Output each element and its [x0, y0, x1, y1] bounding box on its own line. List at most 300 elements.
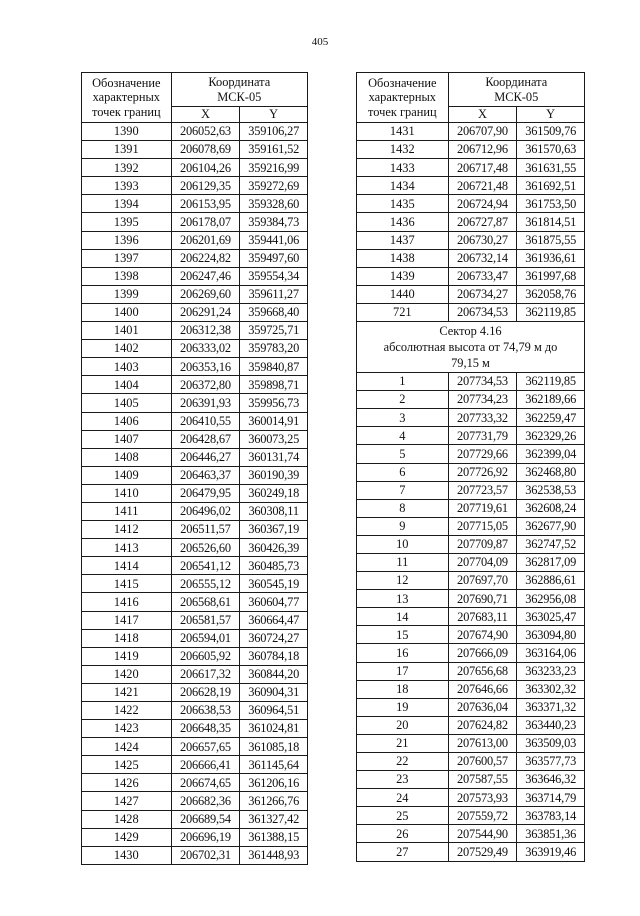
table-row [82, 267, 308, 285]
x-coordinate-cell: 206707,90 [448, 123, 517, 141]
x-coordinate-cell: 206353,16 [171, 358, 240, 376]
table-row [82, 828, 308, 846]
x-coordinate-cell: 207666,09 [448, 644, 517, 662]
x-coordinate-cell: 206702,31 [171, 846, 240, 864]
header-x: X [448, 107, 517, 123]
table-row [357, 285, 585, 303]
x-coordinate-cell: 207715,05 [448, 517, 517, 535]
x-coordinate-cell: 206247,46 [171, 267, 240, 285]
table-row [82, 647, 308, 665]
x-coordinate-cell: 206712,96 [448, 141, 517, 159]
table-row [357, 753, 585, 771]
table-row [357, 499, 585, 517]
y-coordinate-cell: 360964,51 [240, 702, 308, 720]
x-coordinate-cell: 206657,65 [171, 738, 240, 756]
x-coordinate-cell: 207726,92 [448, 463, 517, 481]
x-coordinate-cell: 207690,71 [448, 590, 517, 608]
y-coordinate-cell: 359106,27 [240, 123, 308, 141]
table-row [357, 303, 585, 321]
header-coordinate: Координата МСК-05 [448, 73, 584, 107]
x-coordinate-cell: 206727,87 [448, 213, 517, 231]
header-x: X [171, 107, 240, 123]
y-coordinate-cell: 360131,74 [240, 448, 308, 466]
x-coordinate-cell: 207613,00 [448, 734, 517, 752]
table-row [357, 159, 585, 177]
table-row [357, 553, 585, 571]
point-id-cell: 1403 [82, 358, 172, 376]
x-coordinate-cell: 206078,69 [171, 141, 240, 159]
point-id-cell: 18 [357, 680, 449, 698]
point-id-cell: 1417 [82, 611, 172, 629]
x-coordinate-cell: 206638,53 [171, 702, 240, 720]
y-coordinate-cell: 362468,80 [517, 463, 585, 481]
x-coordinate-cell: 206617,32 [171, 665, 240, 683]
table-row [357, 517, 585, 535]
y-coordinate-cell: 361266,76 [240, 792, 308, 810]
table-row [82, 665, 308, 683]
point-id-cell: 17 [357, 662, 449, 680]
x-coordinate-cell: 207587,55 [448, 771, 517, 789]
y-coordinate-cell: 362399,04 [517, 445, 585, 463]
point-id-cell: 1404 [82, 376, 172, 394]
point-id-cell: 4 [357, 427, 449, 445]
table-row [82, 792, 308, 810]
point-id-cell: 1402 [82, 340, 172, 358]
x-coordinate-cell: 206605,92 [171, 647, 240, 665]
y-coordinate-cell: 360664,47 [240, 611, 308, 629]
y-coordinate-cell: 362058,76 [517, 285, 585, 303]
x-coordinate-cell: 206153,95 [171, 195, 240, 213]
y-coordinate-cell: 361814,51 [517, 213, 585, 231]
y-coordinate-cell: 361206,16 [240, 774, 308, 792]
point-id-cell: 2 [357, 391, 449, 409]
table-row [82, 177, 308, 195]
x-coordinate-cell: 207731,79 [448, 427, 517, 445]
point-id-cell: 1393 [82, 177, 172, 195]
point-id-cell: 1418 [82, 629, 172, 647]
y-coordinate-cell: 362119,85 [517, 373, 585, 391]
table-row [82, 231, 308, 249]
point-id-cell: 6 [357, 463, 449, 481]
table-row [357, 807, 585, 825]
point-id-cell: 1391 [82, 141, 172, 159]
y-coordinate-cell: 360426,39 [240, 539, 308, 557]
table-row [357, 789, 585, 807]
y-coordinate-cell: 362329,26 [517, 427, 585, 445]
x-coordinate-cell: 207646,66 [448, 680, 517, 698]
table-row [82, 322, 308, 340]
y-coordinate-cell: 362189,66 [517, 391, 585, 409]
page-number: 405 [311, 36, 329, 48]
y-coordinate-cell: 359216,99 [240, 159, 308, 177]
x-coordinate-cell: 206648,35 [171, 720, 240, 738]
table-row [82, 810, 308, 828]
point-id-cell: 20 [357, 716, 449, 734]
y-coordinate-cell: 361570,63 [517, 141, 585, 159]
header-y: Y [517, 107, 585, 123]
header-point-label: Обозначение характерных точек границ [357, 73, 449, 123]
table-row [82, 846, 308, 864]
x-coordinate-cell: 206479,95 [171, 484, 240, 502]
point-id-cell: 9 [357, 517, 449, 535]
table-row [82, 358, 308, 376]
point-id-cell: 721 [357, 303, 449, 321]
point-id-cell: 1394 [82, 195, 172, 213]
x-coordinate-cell: 206674,65 [171, 774, 240, 792]
x-coordinate-cell: 206666,41 [171, 756, 240, 774]
point-id-cell: 1416 [82, 593, 172, 611]
x-coordinate-cell: 207544,90 [448, 825, 517, 843]
table-row [357, 662, 585, 680]
point-id-cell: 21 [357, 734, 449, 752]
table-row [82, 756, 308, 774]
table-row [82, 702, 308, 720]
y-coordinate-cell: 359497,60 [240, 249, 308, 267]
y-coordinate-cell: 363783,14 [517, 807, 585, 825]
y-coordinate-cell: 361448,93 [240, 846, 308, 864]
point-id-cell: 3 [357, 409, 449, 427]
x-coordinate-cell: 207709,87 [448, 535, 517, 553]
point-id-cell: 1392 [82, 159, 172, 177]
x-coordinate-cell: 207723,57 [448, 481, 517, 499]
header-y: Y [240, 107, 308, 123]
x-coordinate-cell: 207636,04 [448, 698, 517, 716]
point-id-cell: 1427 [82, 792, 172, 810]
table-row [82, 521, 308, 539]
table-row [357, 177, 585, 195]
y-coordinate-cell: 363646,32 [517, 771, 585, 789]
y-coordinate-cell: 359668,40 [240, 303, 308, 321]
point-id-cell: 1415 [82, 575, 172, 593]
y-coordinate-cell: 359272,69 [240, 177, 308, 195]
x-coordinate-cell: 206312,38 [171, 322, 240, 340]
table-row [357, 608, 585, 626]
point-id-cell: 1426 [82, 774, 172, 792]
table-row [82, 159, 308, 177]
y-coordinate-cell: 361085,18 [240, 738, 308, 756]
x-coordinate-cell: 206446,27 [171, 448, 240, 466]
table-row [357, 771, 585, 789]
x-coordinate-cell: 206541,12 [171, 557, 240, 575]
y-coordinate-cell: 363577,73 [517, 753, 585, 771]
y-coordinate-cell: 363164,06 [517, 644, 585, 662]
table-row [82, 629, 308, 647]
point-id-cell: 1409 [82, 466, 172, 484]
y-coordinate-cell: 360249,18 [240, 484, 308, 502]
table-row [82, 340, 308, 358]
x-coordinate-cell: 207683,11 [448, 608, 517, 626]
x-coordinate-cell: 206732,14 [448, 249, 517, 267]
y-coordinate-cell: 361753,50 [517, 195, 585, 213]
y-coordinate-cell: 361145,64 [240, 756, 308, 774]
table-row [82, 141, 308, 159]
point-id-cell: 1435 [357, 195, 449, 213]
table-row [357, 825, 585, 843]
point-id-cell: 1410 [82, 484, 172, 502]
table-row [357, 535, 585, 553]
x-coordinate-cell: 207624,82 [448, 716, 517, 734]
y-coordinate-cell: 360308,11 [240, 502, 308, 520]
y-coordinate-cell: 360784,18 [240, 647, 308, 665]
point-id-cell: 19 [357, 698, 449, 716]
y-coordinate-cell: 360724,27 [240, 629, 308, 647]
point-id-cell: 26 [357, 825, 449, 843]
point-id-cell: 11 [357, 553, 449, 571]
header-point-label: Обозначение характерных точек границ [82, 73, 172, 123]
point-id-cell: 27 [357, 843, 449, 861]
y-coordinate-cell: 361692,51 [517, 177, 585, 195]
coordinates-table-right [356, 72, 585, 862]
y-coordinate-cell: 363302,32 [517, 680, 585, 698]
table-row [357, 445, 585, 463]
point-id-cell: 1406 [82, 412, 172, 430]
y-coordinate-cell: 359161,52 [240, 141, 308, 159]
table-row [82, 774, 308, 792]
y-coordinate-cell: 361509,76 [517, 123, 585, 141]
x-coordinate-cell: 206730,27 [448, 231, 517, 249]
table-row [82, 738, 308, 756]
x-coordinate-cell: 207656,68 [448, 662, 517, 680]
y-coordinate-cell: 362956,08 [517, 590, 585, 608]
x-coordinate-cell: 206724,94 [448, 195, 517, 213]
y-coordinate-cell: 362817,09 [517, 553, 585, 571]
y-coordinate-cell: 359611,27 [240, 285, 308, 303]
table-row [357, 249, 585, 267]
table-row [357, 734, 585, 752]
x-coordinate-cell: 207529,49 [448, 843, 517, 861]
x-coordinate-cell: 206496,02 [171, 502, 240, 520]
x-coordinate-cell: 206410,55 [171, 412, 240, 430]
point-id-cell: 1436 [357, 213, 449, 231]
table-row [357, 843, 585, 861]
y-coordinate-cell: 359384,73 [240, 213, 308, 231]
x-coordinate-cell: 206052,63 [171, 123, 240, 141]
x-coordinate-cell: 206526,60 [171, 539, 240, 557]
table-row [82, 683, 308, 701]
point-id-cell: 1430 [82, 846, 172, 864]
y-coordinate-cell: 360604,77 [240, 593, 308, 611]
table-row [357, 391, 585, 409]
table-row [357, 195, 585, 213]
table-row [82, 539, 308, 557]
y-coordinate-cell: 360014,91 [240, 412, 308, 430]
point-id-cell: 7 [357, 481, 449, 499]
point-id-cell: 1429 [82, 828, 172, 846]
point-id-cell: 1434 [357, 177, 449, 195]
table-row [357, 427, 585, 445]
point-id-cell: 14 [357, 608, 449, 626]
table-row [82, 720, 308, 738]
y-coordinate-cell: 360190,39 [240, 466, 308, 484]
y-coordinate-cell: 362259,47 [517, 409, 585, 427]
table-row [357, 141, 585, 159]
y-coordinate-cell: 360367,19 [240, 521, 308, 539]
x-coordinate-cell: 206568,61 [171, 593, 240, 611]
y-coordinate-cell: 362119,85 [517, 303, 585, 321]
y-coordinate-cell: 363509,03 [517, 734, 585, 752]
table-row [82, 123, 308, 141]
table-row [82, 394, 308, 412]
point-id-cell: 15 [357, 626, 449, 644]
point-id-cell: 1437 [357, 231, 449, 249]
point-id-cell: 1440 [357, 285, 449, 303]
table-row [357, 481, 585, 499]
point-id-cell: 1412 [82, 521, 172, 539]
y-coordinate-cell: 359898,71 [240, 376, 308, 394]
table-row [357, 123, 585, 141]
table-row [357, 231, 585, 249]
point-id-cell: 1396 [82, 231, 172, 249]
point-id-cell: 10 [357, 535, 449, 553]
x-coordinate-cell: 206682,36 [171, 792, 240, 810]
table-row [82, 213, 308, 231]
table-row [357, 267, 585, 285]
point-id-cell: 5 [357, 445, 449, 463]
x-coordinate-cell: 206628,19 [171, 683, 240, 701]
y-coordinate-cell: 359783,20 [240, 340, 308, 358]
x-coordinate-cell: 206733,47 [448, 267, 517, 285]
table-row [82, 376, 308, 394]
point-id-cell: 1408 [82, 448, 172, 466]
x-coordinate-cell: 206372,80 [171, 376, 240, 394]
point-id-cell: 1433 [357, 159, 449, 177]
y-coordinate-cell: 360844,20 [240, 665, 308, 683]
x-coordinate-cell: 206581,57 [171, 611, 240, 629]
x-coordinate-cell: 207704,09 [448, 553, 517, 571]
y-coordinate-cell: 359554,34 [240, 267, 308, 285]
x-coordinate-cell: 206734,27 [448, 285, 517, 303]
x-coordinate-cell: 206269,60 [171, 285, 240, 303]
point-id-cell: 1422 [82, 702, 172, 720]
x-coordinate-cell: 207733,32 [448, 409, 517, 427]
x-coordinate-cell: 206333,02 [171, 340, 240, 358]
table-row [82, 557, 308, 575]
point-id-cell: 1401 [82, 322, 172, 340]
sector-row [357, 322, 585, 373]
point-id-cell: 1423 [82, 720, 172, 738]
x-coordinate-cell: 206594,01 [171, 629, 240, 647]
point-id-cell: 1421 [82, 683, 172, 701]
x-coordinate-cell: 206696,19 [171, 828, 240, 846]
table-row [82, 430, 308, 448]
point-id-cell: 1397 [82, 249, 172, 267]
x-coordinate-cell: 206178,07 [171, 213, 240, 231]
table-row [82, 593, 308, 611]
table-row [357, 590, 585, 608]
table-row [82, 484, 308, 502]
y-coordinate-cell: 360904,31 [240, 683, 308, 701]
y-coordinate-cell: 363025,47 [517, 608, 585, 626]
point-id-cell: 1438 [357, 249, 449, 267]
x-coordinate-cell: 207674,90 [448, 626, 517, 644]
point-id-cell: 25 [357, 807, 449, 825]
point-id-cell: 1439 [357, 267, 449, 285]
y-coordinate-cell: 361936,61 [517, 249, 585, 267]
table-row [82, 575, 308, 593]
table-row [357, 463, 585, 481]
x-coordinate-cell: 207559,72 [448, 807, 517, 825]
point-id-cell: 1411 [82, 502, 172, 520]
x-coordinate-cell: 207734,53 [448, 373, 517, 391]
point-id-cell: 8 [357, 499, 449, 517]
point-id-cell: 1 [357, 373, 449, 391]
table-row [82, 611, 308, 629]
y-coordinate-cell: 359956,73 [240, 394, 308, 412]
table-row [357, 572, 585, 590]
table-row [357, 698, 585, 716]
point-id-cell: 1400 [82, 303, 172, 321]
x-coordinate-cell: 207734,23 [448, 391, 517, 409]
x-coordinate-cell: 206463,37 [171, 466, 240, 484]
point-id-cell: 1390 [82, 123, 172, 141]
table-row [82, 303, 308, 321]
y-coordinate-cell: 359328,60 [240, 195, 308, 213]
y-coordinate-cell: 361875,55 [517, 231, 585, 249]
y-coordinate-cell: 360545,19 [240, 575, 308, 593]
y-coordinate-cell: 360073,25 [240, 430, 308, 448]
y-coordinate-cell: 363919,46 [517, 843, 585, 861]
point-id-cell: 1424 [82, 738, 172, 756]
x-coordinate-cell: 206129,35 [171, 177, 240, 195]
y-coordinate-cell: 362677,90 [517, 517, 585, 535]
y-coordinate-cell: 362538,53 [517, 481, 585, 499]
x-coordinate-cell: 206201,69 [171, 231, 240, 249]
y-coordinate-cell: 363440,23 [517, 716, 585, 734]
point-id-cell: 16 [357, 644, 449, 662]
point-id-cell: 12 [357, 572, 449, 590]
x-coordinate-cell: 207573,93 [448, 789, 517, 807]
x-coordinate-cell: 206511,57 [171, 521, 240, 539]
x-coordinate-cell: 206224,82 [171, 249, 240, 267]
table-row [82, 412, 308, 430]
y-coordinate-cell: 363714,79 [517, 789, 585, 807]
point-id-cell: 1414 [82, 557, 172, 575]
x-coordinate-cell: 206734,53 [448, 303, 517, 321]
y-coordinate-cell: 363371,32 [517, 698, 585, 716]
x-coordinate-cell: 206291,24 [171, 303, 240, 321]
table-row [357, 409, 585, 427]
y-coordinate-cell: 361997,68 [517, 267, 585, 285]
y-coordinate-cell: 363233,23 [517, 662, 585, 680]
y-coordinate-cell: 361631,55 [517, 159, 585, 177]
x-coordinate-cell: 206428,67 [171, 430, 240, 448]
point-id-cell: 1399 [82, 285, 172, 303]
sector-caption: Сектор 4.16 абсолютная высота от 74,79 м до 79,15 м [357, 322, 585, 373]
point-id-cell: 1432 [357, 141, 449, 159]
point-id-cell: 1420 [82, 665, 172, 683]
point-id-cell: 1395 [82, 213, 172, 231]
table-row [357, 680, 585, 698]
y-coordinate-cell: 361388,15 [240, 828, 308, 846]
point-id-cell: 1431 [357, 123, 449, 141]
y-coordinate-cell: 362608,24 [517, 499, 585, 517]
point-id-cell: 1405 [82, 394, 172, 412]
point-id-cell: 22 [357, 753, 449, 771]
table-row [357, 626, 585, 644]
table-row [357, 373, 585, 391]
x-coordinate-cell: 206689,54 [171, 810, 240, 828]
y-coordinate-cell: 361327,42 [240, 810, 308, 828]
table-row [82, 448, 308, 466]
point-id-cell: 1419 [82, 647, 172, 665]
y-coordinate-cell: 360485,73 [240, 557, 308, 575]
x-coordinate-cell: 206104,26 [171, 159, 240, 177]
point-id-cell: 1425 [82, 756, 172, 774]
x-coordinate-cell: 206391,93 [171, 394, 240, 412]
point-id-cell: 1428 [82, 810, 172, 828]
y-coordinate-cell: 359441,06 [240, 231, 308, 249]
table-row [357, 644, 585, 662]
